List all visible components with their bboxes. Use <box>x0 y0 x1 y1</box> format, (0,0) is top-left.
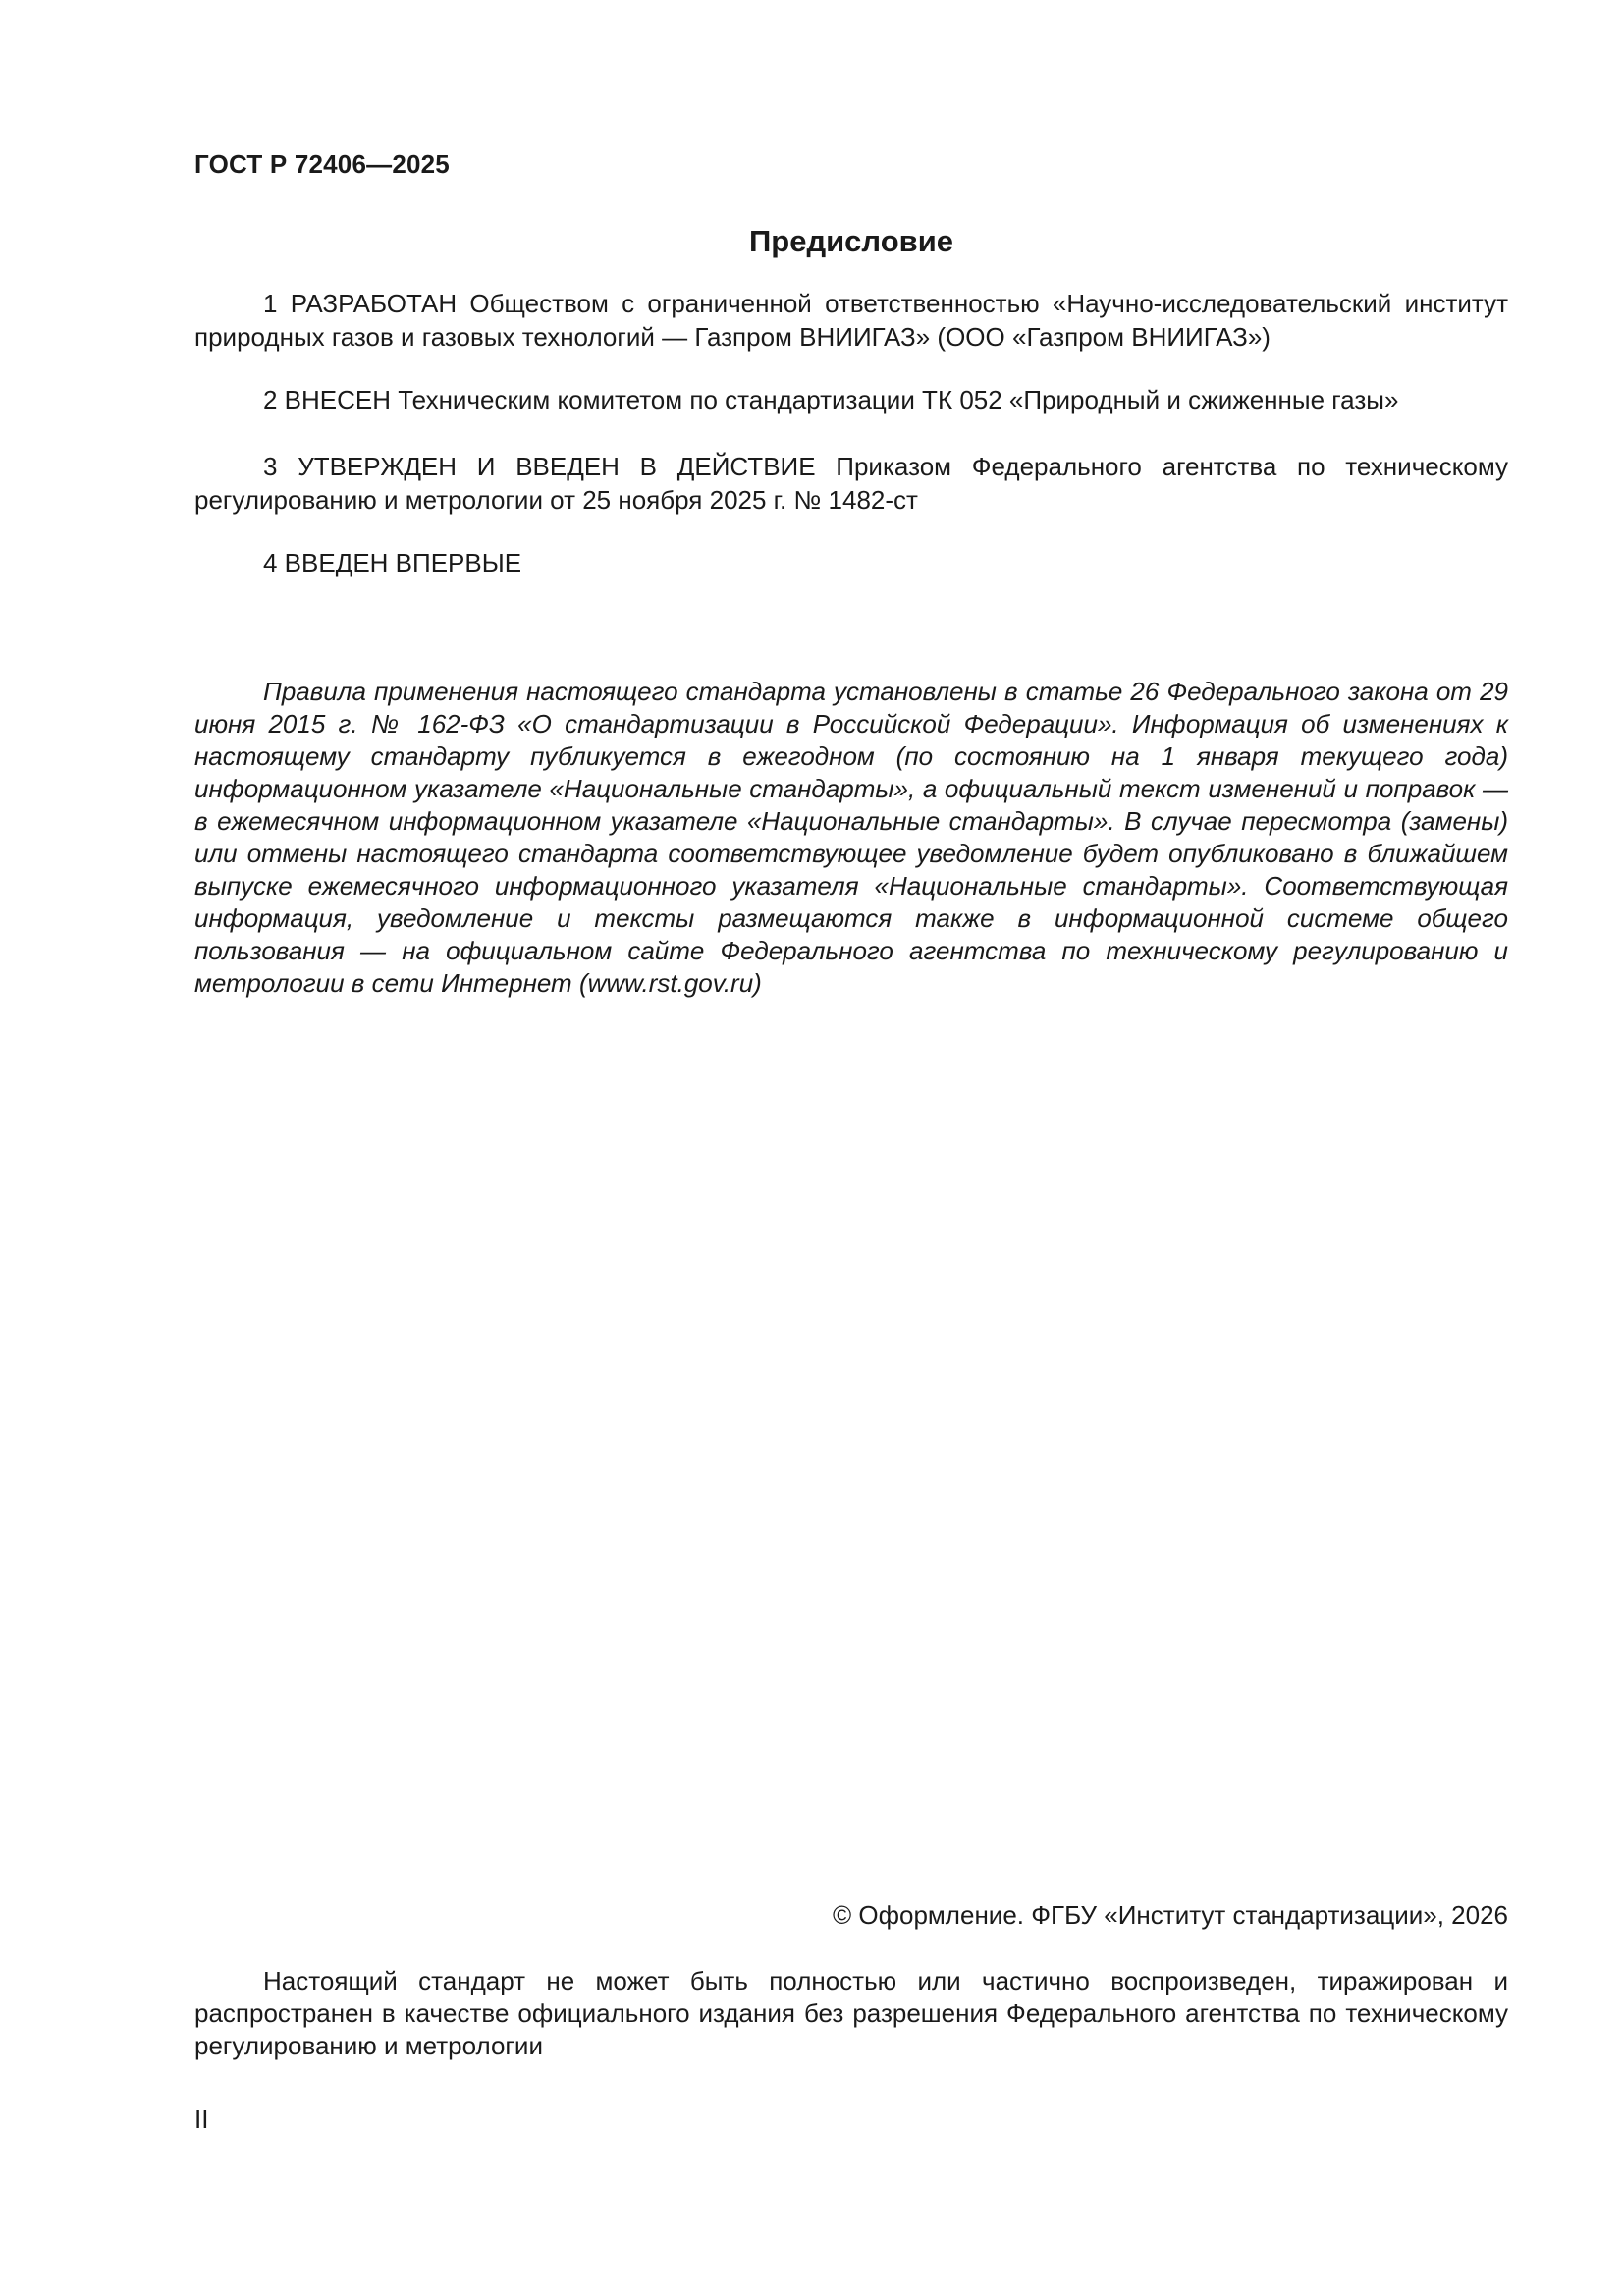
copyright-line: © Оформление. ФГБУ «Институт стандартизации», 2026 <box>833 1900 1508 1930</box>
application-rules-notice: Правила применения настоящего стандарта установлены в статье 26 Федерального закона от 29 июня 2015 г. № 162-ФЗ «О стандартизации в Российской Федерации». Информация об изменениях к настоящему стандарту публикуется в ежегодном (по состоянию на 1 января текущего года) информационном указателе «Национальные стандарты», а официальный текст изменений и поправок — в ежемесячном информационном указателе «Национальные стандарты». В случае пересмотра (замены) или отмены настоящего стандарта соответствующее уведомление будет опубликовано в ближайшем выпуске ежемесячного информационного указателя «Национальные стандарты». Соответствующая информация, уведомление и тексты размещаются также в информационной системе общего пользования — на официальном сайте Федерального агентства по техническому регулированию и метрологии в сети Интернет (www.rst.gov.ru) <box>194 677 1508 998</box>
foreword-title: Предисловие <box>748 224 953 258</box>
foreword-item-submitted: 2 ВНЕСЕН Техническим комитетом по стандартизации ТК 052 «Природный и сжиженные газы» <box>263 385 1399 414</box>
page-number: II <box>194 2105 209 2134</box>
foreword-item-developed: 1 РАЗРАБОТАН Обществом с ограниченной ответственностью «Научно-исследовательский институт природных газов и газовых технологий — Газпром ВНИИГАЗ» (ООО «Газпром ВНИИГАЗ») <box>194 289 1508 352</box>
document-code: ГОСТ Р 72406—2025 <box>194 149 450 179</box>
foreword-item-introduced: 4 ВВЕДЕН ВПЕРВЫЕ <box>263 548 522 577</box>
reproduction-notice: Настоящий стандарт не может быть полностью или частично воспроизведен, тиражирован и распространен в качестве официального издания без разрешения Федерального агентства по техническому регулированию и метрологии <box>194 1966 1508 2060</box>
foreword-item-approved: 3 УТВЕРЖДЕН И ВВЕДЕН В ДЕЙСТВИЕ Приказом Федерального агентства по техническому регулированию и метрологии от 25 ноября 2025 г. № 1482-ст <box>194 452 1508 515</box>
